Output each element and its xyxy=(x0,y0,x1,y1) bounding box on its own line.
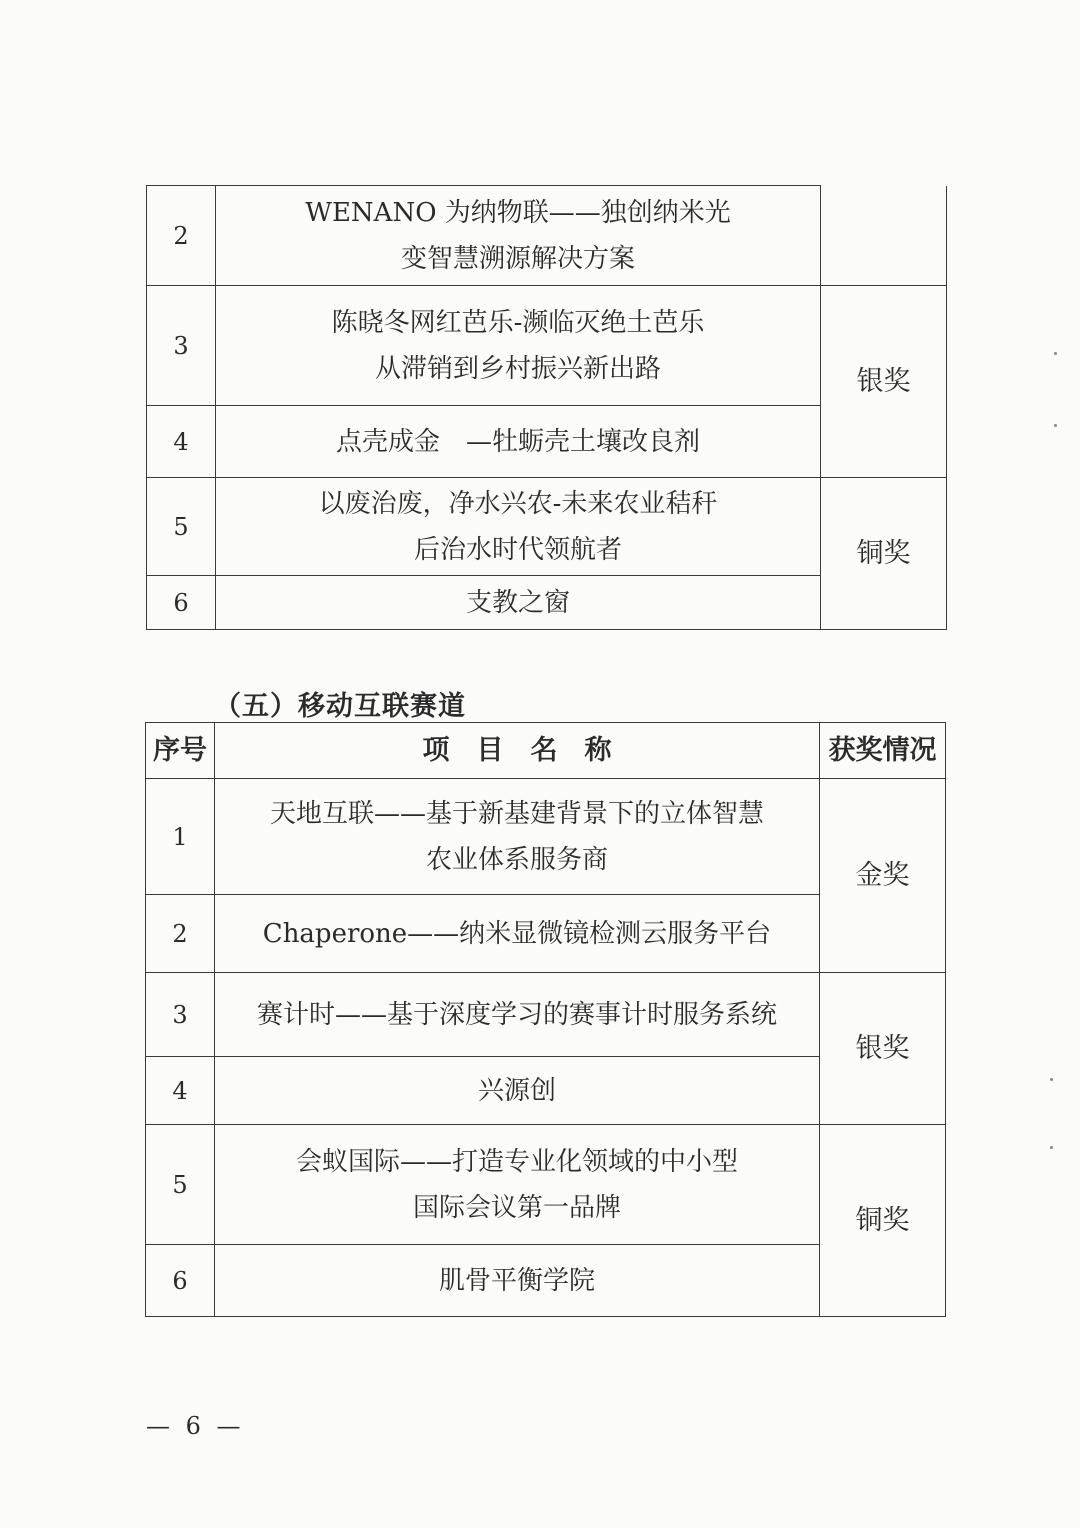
project-name xyxy=(215,1057,820,1125)
award-level: 金奖 xyxy=(820,779,946,973)
project-name-line: 变智慧溯源解决方案 xyxy=(400,243,635,274)
project-name xyxy=(216,478,821,576)
award-table-mobile-internet xyxy=(145,722,946,1317)
project-name-line: 陈晓冬网红芭乐-濒临灭绝土芭乐 xyxy=(331,307,705,338)
project-name xyxy=(216,186,821,286)
project-name-line: WENANO 为纳物联——独创纳米光 xyxy=(305,197,731,228)
project-name-line: 以废治废，净水兴农-未来农业秸秆 xyxy=(318,488,718,519)
table-row xyxy=(146,1125,946,1245)
table-row xyxy=(146,973,946,1057)
scan-speck xyxy=(1050,1078,1053,1081)
header-award: 获奖情况 xyxy=(820,723,946,779)
project-name-line: 农业体系服务商 xyxy=(425,844,608,875)
project-name xyxy=(215,1125,820,1245)
award-level: 铜奖 xyxy=(820,1125,946,1317)
project-name xyxy=(215,1245,820,1317)
page-number: — 6 — xyxy=(146,1412,245,1440)
project-name-line: 兴源创 xyxy=(477,1075,556,1106)
section-title: （五）移动互联赛道 xyxy=(214,691,466,722)
scan-speck xyxy=(1054,424,1057,427)
table-row xyxy=(147,286,947,406)
row-number: 2 xyxy=(147,186,216,286)
row-number: 2 xyxy=(146,895,215,973)
project-name-line: 会蚁国际——打造专业化领域的中小型 xyxy=(295,1146,738,1177)
header-number: 序号 xyxy=(146,723,215,779)
award-cell-blank xyxy=(821,186,947,286)
scan-speck xyxy=(1054,352,1057,355)
project-name xyxy=(216,406,821,478)
project-name-line: Chaperone——纳米显微镜检测云服务平台 xyxy=(262,918,772,949)
table-row xyxy=(147,186,947,286)
award-table-continued xyxy=(146,185,947,630)
project-name xyxy=(216,576,821,630)
project-name-line: 从滞销到乡村振兴新出路 xyxy=(374,353,661,384)
project-name xyxy=(216,286,821,406)
project-name-line: 点壳成金 —牡蛎壳土壤改良剂 xyxy=(335,426,700,457)
row-number: 1 xyxy=(146,779,215,895)
table-row xyxy=(147,478,947,576)
project-name xyxy=(215,895,820,973)
header-project-name: 项 目 名 称 xyxy=(215,723,820,779)
project-name-line: 天地互联——基于新基建背景下的立体智慧 xyxy=(269,798,764,829)
award-level: 铜奖 xyxy=(821,478,947,630)
award-level: 银奖 xyxy=(820,973,946,1125)
row-number: 5 xyxy=(147,478,216,576)
row-number: 5 xyxy=(146,1125,215,1245)
row-number: 3 xyxy=(146,973,215,1057)
award-level: 银奖 xyxy=(821,286,947,478)
row-number: 4 xyxy=(146,1057,215,1125)
project-name-line: 后治水时代领航者 xyxy=(413,534,622,565)
table-row xyxy=(146,779,946,895)
project-name-line: 赛计时——基于深度学习的赛事计时服务系统 xyxy=(256,999,777,1030)
project-name-line: 肌骨平衡学院 xyxy=(438,1265,595,1296)
project-name xyxy=(215,779,820,895)
project-name-line: 国际会议第一品牌 xyxy=(412,1192,621,1223)
row-number: 6 xyxy=(146,1245,215,1317)
row-number: 6 xyxy=(147,576,216,630)
project-name-line: 支教之窗 xyxy=(465,587,570,618)
scan-speck xyxy=(1050,1146,1053,1149)
project-name xyxy=(215,973,820,1057)
row-number: 4 xyxy=(147,406,216,478)
row-number: 3 xyxy=(147,286,216,406)
table-header-row xyxy=(146,723,946,779)
